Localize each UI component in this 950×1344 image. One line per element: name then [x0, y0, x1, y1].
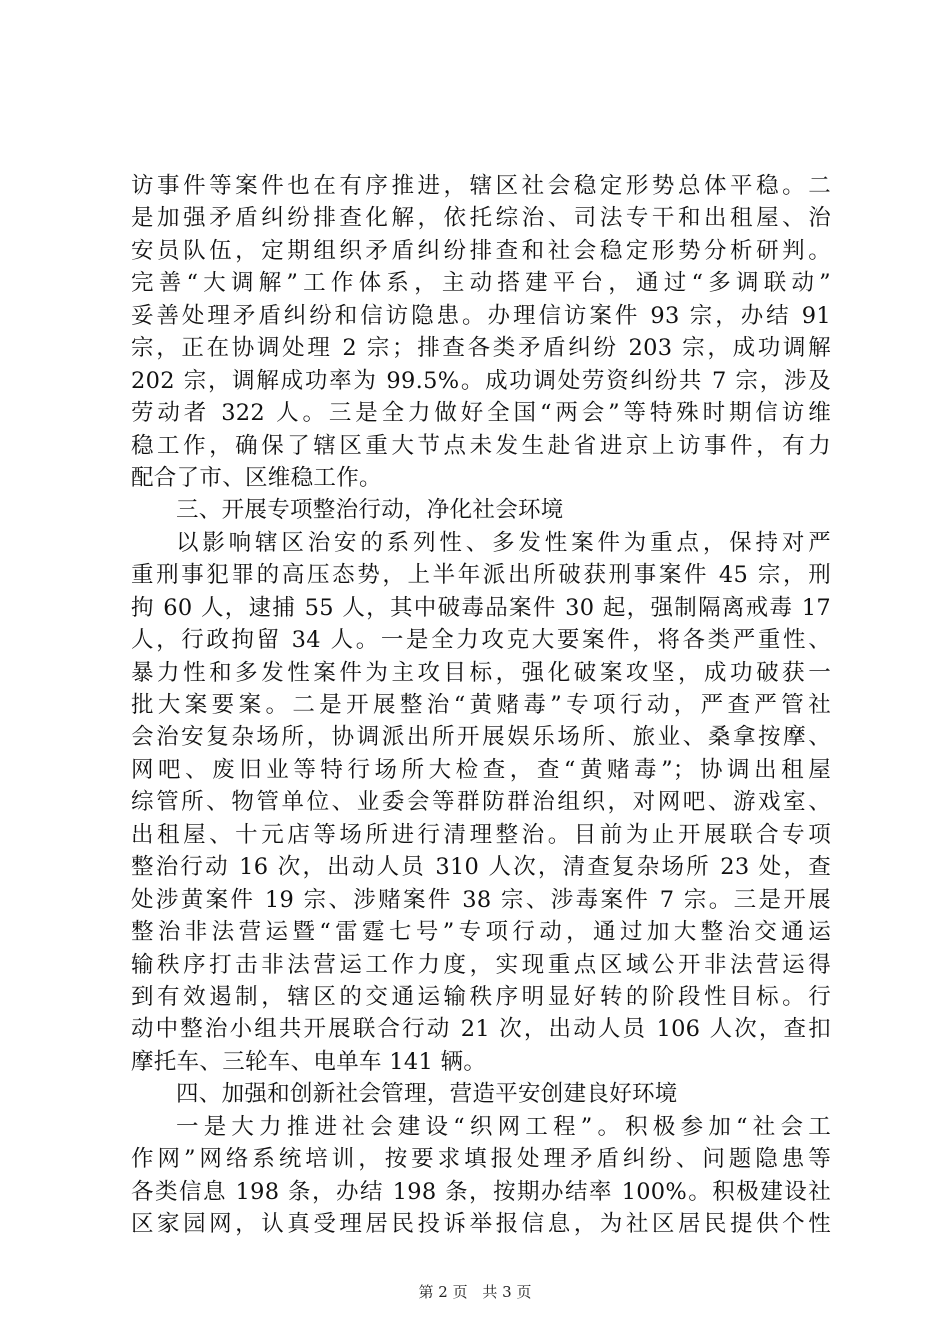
text-line: 整治行动 16 次，出动人员 310 人次，清查复杂场所 23 处，查: [131, 854, 831, 881]
text-line: 输秩序打击非法营运工作力度，实现重点区域公开非法营运得: [131, 951, 831, 978]
document-body: [131, 170, 831, 1240]
text-line: 动中整治小组共开展联合行动 21 次，出动人员 106 人次，查扣: [131, 1016, 831, 1043]
text-line: 各类信息 198 条，办结 198 条，按期办结率 100%。积极建设社: [131, 1178, 831, 1205]
text-line: 整治非法营运暨“雷霆七号”专项行动，通过加大整治交通运: [131, 919, 831, 946]
text-line: 摩托车、三轮车、电单车 141 辆。: [131, 1048, 487, 1075]
text-line: 出租屋、十元店等场所进行清理整治。目前为止开展联合专项: [131, 821, 831, 848]
text-line: 处涉黄案件 19 宗、涉赌案件 38 宗、涉毒案件 7 宗。三是开展: [131, 886, 831, 913]
page-footer: [0, 1282, 950, 1302]
page-total: 共 3 页: [482, 1283, 532, 1301]
text-line: 访事件等案件也在有序推进，辖区社会稳定形势总体平稳。二: [131, 173, 831, 199]
page-number: 第 2 页: [418, 1283, 468, 1301]
text-line: 四、加强和创新社会管理，营造平安创建良好环境: [176, 1081, 678, 1108]
text-line: 批大案要案。二是开展整治“黄赌毒”专项行动，严查严管社: [131, 692, 831, 718]
text-line: 完善“大调解”工作体系，主动搭建平台，通过“多调联动”: [131, 270, 831, 297]
text-line: 安员队伍，定期组织矛盾纠纷排查和社会稳定形势分析研判。: [131, 237, 831, 264]
text-line: 配合了市、区维稳工作。: [131, 464, 382, 491]
text-line: 综管所、物管单位、业委会等群防群治组织，对网吧、游戏室、: [131, 789, 831, 816]
text-line: 202 宗，调解成功率为 99.5%。成功调处劳资纠纷共 7 宗，涉及: [131, 367, 831, 394]
text-line: 宗，正在协调处理 2 宗；排查各类矛盾纠纷 203 宗，成功调解: [131, 335, 831, 362]
text-line: 到有效遏制，辖区的交通运输秩序明显好转的阶段性目标。行: [131, 983, 831, 1010]
text-line: 区家园网，认真受理居民投诉举报信息，为社区居民提供个性: [131, 1211, 831, 1237]
text-line: 是加强矛盾纠纷排查化解，依托综治、司法专干和出租屋、治: [131, 205, 831, 232]
text-line: 重刑事犯罪的高压态势，上半年派出所破获刑事案件 45 宗，刑: [131, 562, 831, 589]
text-line: 稳工作，确保了辖区重大节点未发生赴省进京上访事件，有力: [131, 432, 831, 459]
text-line: 人，行政拘留 34 人。一是全力攻克大要案件，将各类严重性、: [131, 627, 831, 654]
text-line: 妥善处理矛盾纠纷和信访隐患。办理信访案件 93 宗，办结 91: [131, 302, 831, 329]
text-line: 一是大力推进社会建设“织网工程”。积极参加“社会工: [176, 1113, 831, 1140]
text-line: 三、开展专项整治行动，净化社会环境: [176, 497, 564, 524]
text-line: 拘 60 人，逮捕 55 人，其中破毒品案件 30 起，强制隔离戒毒 17: [131, 594, 831, 621]
text-line: 以影响辖区治安的系列性、多发性案件为重点，保持对严: [176, 529, 831, 556]
text-line: 劳动者 322 人。三是全力做好全国“两会”等特殊时期信访维: [131, 400, 831, 427]
text-line: 网吧、废旧业等特行场所大检查，查“黄赌毒”；协调出租屋: [131, 756, 831, 783]
text-line: 会治安复杂场所，协调派出所开展娱乐场所、旅业、桑拿按摩、: [131, 724, 831, 751]
text-line: 暴力性和多发性案件为主攻目标，强化破案攻坚，成功破获一: [131, 659, 831, 686]
text-line: 作网”网络系统培训，按要求填报处理矛盾纠纷、问题隐患等: [131, 1146, 831, 1173]
